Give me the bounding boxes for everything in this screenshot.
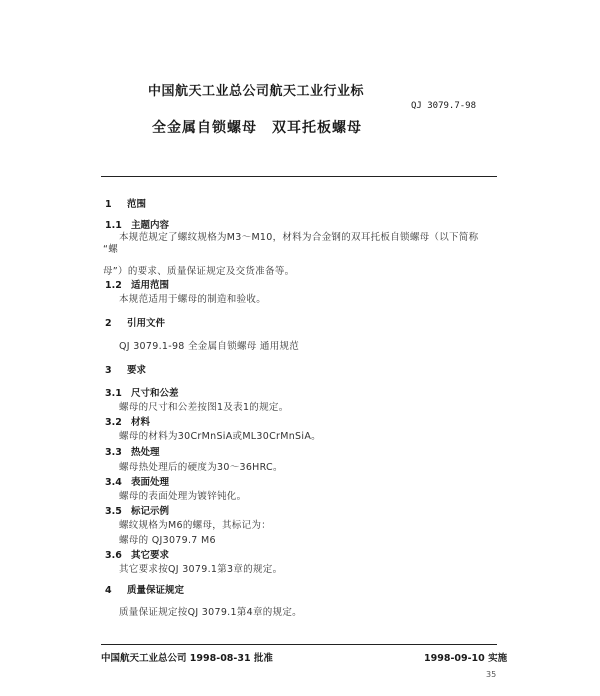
- section-title: 其它要求: [131, 550, 170, 561]
- paragraph-line: “螺: [103, 244, 119, 255]
- section-title: 主题内容: [131, 220, 170, 231]
- section-number: 4: [105, 585, 112, 596]
- section-3-5-heading: [105, 503, 169, 517]
- section-3-2-heading: [105, 414, 150, 428]
- section-title: 范围: [127, 199, 147, 210]
- section-2-heading: [105, 315, 165, 329]
- paragraph-line: 本规范适用于螺母的制造和验收。: [119, 294, 267, 305]
- reference-document: QJ 3079.1-98 全金属自锁螺母 通用规范: [119, 341, 300, 352]
- section-title: 材料: [131, 417, 151, 428]
- section-number: 1.1: [105, 220, 122, 231]
- section-title: 标记示例: [131, 506, 170, 517]
- section-4-heading: [105, 582, 184, 596]
- section-number: 3.1: [105, 388, 122, 399]
- section-title: 适用范围: [131, 280, 170, 291]
- section-3-3-heading: [105, 444, 160, 458]
- section-3-6-heading: [105, 547, 169, 561]
- section-number: 3.3: [105, 447, 122, 458]
- page-number: 35: [486, 670, 497, 679]
- issuing-organization: 中国航天工业总公司航天工业行业标: [148, 84, 365, 99]
- section-number: 3.5: [105, 506, 122, 517]
- section-title: 热处理: [131, 447, 160, 458]
- implementation-date: 1998-09-10 实施: [424, 653, 508, 664]
- section-number: 2: [105, 318, 112, 329]
- section-number: 1.2: [105, 280, 122, 291]
- paragraph-line: 其它要求按QJ 3079.1第3章的规定。: [119, 564, 283, 575]
- section-1-heading: [105, 196, 146, 210]
- approval-line: 中国航天工业总公司 1998-08-31 批准: [101, 653, 273, 664]
- section-title: 尺寸和公差: [131, 388, 179, 399]
- section-title: 表面处理: [131, 477, 170, 488]
- section-number: 3.2: [105, 417, 122, 428]
- section-3-4-heading: [105, 474, 169, 488]
- paragraph-line: 螺母的表面处理为镀锌钝化。: [119, 491, 247, 502]
- paragraph-line: 本规范规定了螺纹规格为M3～M10，材料为合金钢的双耳托板自锁螺母（以下简称: [119, 232, 479, 243]
- section-3-heading: [105, 362, 146, 376]
- section-number: 3.6: [105, 550, 122, 561]
- section-1-2-heading: [105, 277, 169, 291]
- section-title: 要求: [127, 365, 147, 376]
- paragraph-line: 质量保证规定按QJ 3079.1第4章的规定。: [119, 607, 302, 618]
- section-number: 3.4: [105, 477, 122, 488]
- paragraph-line: 螺母的材料为30CrMnSiA或ML30CrMnSiA。: [119, 431, 321, 442]
- section-3-1-heading: [105, 385, 179, 399]
- section-number: 1: [105, 199, 112, 210]
- footer-rule: [101, 644, 497, 645]
- paragraph-line: 螺母的尺寸和公差按图1及表1的规定。: [119, 402, 289, 413]
- section-number: 3: [105, 365, 112, 376]
- section-title: 引用文件: [127, 318, 166, 329]
- paragraph-line: 母”）的要求、质量保证规定及交货准备等。: [103, 266, 295, 277]
- document-title: 全金属自锁螺母 双耳托板螺母: [152, 120, 362, 136]
- paragraph-line: 螺纹规格为M6的螺母，其标记为：: [119, 520, 272, 531]
- paragraph-line: 螺母热处理后的硬度为30～36HRC。: [119, 462, 283, 473]
- marking-example: 螺母的 QJ3079.7 M6: [119, 535, 216, 546]
- standard-code: QJ 3079.7-98: [411, 101, 477, 111]
- header-rule: [101, 176, 497, 177]
- section-title: 质量保证规定: [127, 585, 185, 596]
